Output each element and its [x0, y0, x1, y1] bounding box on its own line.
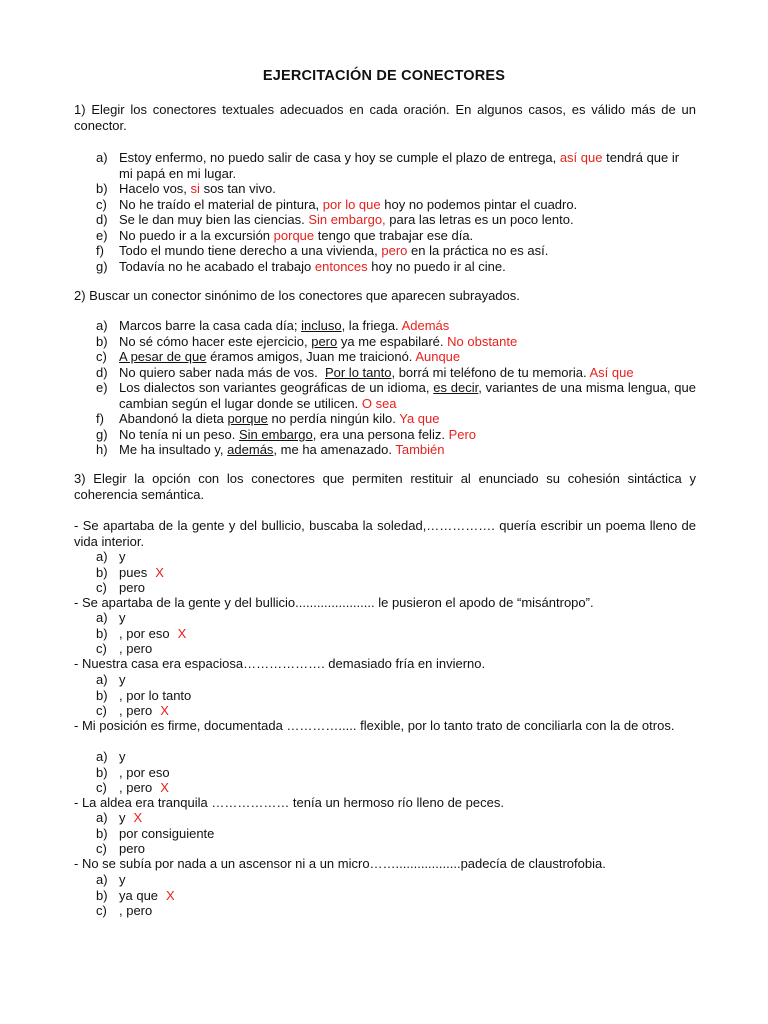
- item-text: Me ha insultado y,: [119, 442, 224, 457]
- option-label: a): [96, 810, 108, 825]
- item-text: Se le dan muy bien las ciencias.: [119, 212, 305, 227]
- option-label: b): [96, 825, 108, 841]
- q6-statement: - No se subía por nada a un ascensor ni a un micro……..................padecía de claustrofobia.: [74, 856, 606, 871]
- s2-item-f: [96, 411, 696, 427]
- item-text: Estoy enfermo, no puedo salir de casa y hoy se cumple el plazo de entrega,: [119, 150, 557, 165]
- item-text: No quiero saber nada más de vos.: [119, 364, 318, 380]
- q2-statement: - Se apartaba de la gente y del bullicio...................... le pusieron el apodo de “misántropo”.: [74, 595, 594, 610]
- s1-item-b: [96, 181, 696, 197]
- q1-option-a: [96, 549, 696, 565]
- option-text: por consiguiente: [119, 825, 215, 841]
- option-text: , pero: [119, 641, 153, 656]
- q1-options: [96, 549, 696, 596]
- q4-option-a: [96, 749, 696, 765]
- q1-statement: - Se apartaba de la gente y del bullicio, buscaba la soledad,……………. quería escribir un poema lleno de vida interior.: [74, 518, 696, 549]
- q1-option-b: [96, 565, 696, 581]
- option-text: y: [119, 672, 126, 687]
- q5-options: [96, 810, 696, 857]
- item-text: hoy no podemos pintar el cuadro.: [384, 196, 578, 212]
- option-label: b): [96, 887, 108, 903]
- s2-item-a: [96, 318, 696, 334]
- option-text: , pero: [119, 780, 153, 795]
- option-label: c): [96, 780, 107, 795]
- item-label: d): [96, 364, 108, 380]
- cross-mark-icon: X: [177, 625, 187, 641]
- item-label: g): [96, 426, 108, 442]
- answer-connector: O sea: [361, 395, 397, 411]
- item-label: c): [96, 349, 107, 364]
- section2-list: [96, 318, 696, 458]
- option-label: a): [96, 610, 108, 625]
- s1-item-a: [96, 150, 696, 181]
- item-text: no perdía ningún kilo.: [271, 411, 396, 426]
- item-text: Hacelo vos,: [119, 181, 187, 196]
- cross-mark-icon: X: [166, 887, 175, 903]
- option-label: a): [96, 549, 108, 564]
- option-text: , pero: [119, 703, 153, 718]
- option-text: pues: [119, 564, 148, 580]
- item-label: b): [96, 181, 108, 196]
- cross-mark-icon: X: [160, 780, 169, 795]
- q2-option-b: [96, 626, 696, 642]
- option-label: c): [96, 703, 107, 718]
- answer-connector: Pero: [448, 426, 477, 442]
- item-label: b): [96, 333, 108, 349]
- answer-connector: Aunque: [415, 349, 461, 364]
- s2-item-g: [96, 427, 696, 443]
- q4-option-b: [96, 765, 696, 781]
- option-text: , por eso: [119, 625, 170, 641]
- underlined-connector: es decir: [433, 380, 479, 395]
- item-label: h): [96, 442, 108, 457]
- option-label: b): [96, 625, 108, 641]
- answer-connector: si: [190, 181, 200, 196]
- underlined-connector: A pesar de que: [119, 349, 207, 364]
- item-text: hoy no puedo ir al cine.: [371, 258, 506, 274]
- section1-list: [96, 150, 696, 274]
- answer-connector: Además: [401, 318, 450, 333]
- item-text: , borrá mi teléfono de tu memoria.: [391, 364, 587, 380]
- item-text: , variantes de una misma lengua, que cambian según el lugar donde se utilicen.: [119, 380, 696, 411]
- item-label: f): [96, 243, 104, 258]
- answer-connector: No obstante: [447, 333, 518, 349]
- answer-connector: Ya que: [399, 411, 440, 426]
- item-text: tengo que trabajar ese día.: [317, 227, 474, 243]
- q3-option-a: [96, 672, 696, 688]
- option-text: , pero: [119, 903, 153, 918]
- s2-item-h: [96, 442, 696, 458]
- item-text: Los dialectos son variantes geográficas de un idioma,: [119, 380, 430, 395]
- answer-connector: pero: [381, 243, 408, 258]
- option-text: , por lo tanto: [119, 687, 192, 703]
- s1-item-f: [96, 243, 696, 259]
- document-title: EJERCITACIÓN DE CONECTORES: [262, 68, 506, 84]
- item-text: en la práctica no es así.: [411, 243, 549, 258]
- item-text: tendrá que ir mi papá en mi lugar.: [119, 150, 680, 181]
- item-text: , era una persona feliz.: [312, 426, 445, 442]
- q3-options: [96, 672, 696, 719]
- q6-option-a: [96, 872, 696, 888]
- q2-option-a: [96, 610, 696, 626]
- option-label: b): [96, 764, 108, 780]
- item-label: g): [96, 258, 108, 274]
- option-text: pero: [119, 841, 146, 856]
- q5-option-b: [96, 826, 696, 842]
- item-label: c): [96, 196, 107, 212]
- item-text: Abandonó la dieta: [119, 411, 224, 426]
- answer-connector: entonces: [314, 258, 368, 274]
- cross-mark-icon: X: [133, 810, 143, 825]
- item-text: No sé cómo hacer este ejercicio,: [119, 333, 308, 349]
- section1-instruction: 1) Elegir los conectores textuales adecuados en cada oración. En algunos casos, es válido más de un conector.: [74, 102, 696, 133]
- answer-connector: También: [395, 442, 445, 457]
- q5-option-a: [96, 810, 696, 826]
- option-text: y: [119, 872, 126, 887]
- item-label: e): [96, 227, 108, 243]
- s1-item-g: [96, 259, 696, 275]
- item-text: No puedo ir a la excursión: [119, 227, 271, 243]
- item-text: Todo el mundo tiene derecho a una vivienda,: [119, 243, 378, 258]
- option-label: b): [96, 687, 108, 703]
- option-text: y: [119, 749, 126, 764]
- item-text: éramos amigos, Juan me traicionó.: [210, 349, 413, 364]
- item-text: Marcos barre la casa cada día;: [119, 318, 298, 333]
- q3-statement: - Nuestra casa era espaciosa………………. demasiado fría en invierno.: [74, 656, 486, 671]
- item-text: Todavía no he acabado el trabajo: [119, 258, 312, 274]
- item-label: e): [96, 380, 108, 395]
- q5-option-c: [96, 841, 696, 857]
- item-text: No he traído el material de pintura,: [119, 196, 320, 212]
- cross-mark-icon: X: [155, 564, 164, 580]
- option-label: c): [96, 580, 107, 595]
- option-text: y: [119, 549, 126, 564]
- item-text: para las letras es un poco lento.: [389, 212, 574, 227]
- option-text: pero: [119, 580, 146, 595]
- option-text: y: [119, 610, 126, 625]
- section2-instruction: 2) Buscar un conector sinónimo de los conectores que aparecen subrayados.: [74, 288, 520, 303]
- q6-option-c: [96, 903, 696, 919]
- q4-options: [96, 749, 696, 796]
- underlined-connector: porque: [227, 411, 268, 426]
- option-label: c): [96, 903, 107, 918]
- q6-options: [96, 872, 696, 919]
- item-label: a): [96, 150, 108, 165]
- option-label: c): [96, 641, 107, 656]
- item-text: sos tan vivo.: [203, 181, 276, 196]
- q3-option-c: [96, 703, 696, 719]
- s2-item-b: [96, 334, 696, 350]
- item-label: d): [96, 212, 108, 227]
- option-text: ya que: [119, 887, 159, 903]
- s2-item-d: [96, 365, 696, 381]
- item-text: , me ha amenazado.: [273, 442, 392, 457]
- answer-connector: Así que: [589, 364, 634, 380]
- answer-connector: Sin embargo,: [308, 212, 386, 227]
- s1-item-e: [96, 228, 696, 244]
- answer-connector: porque: [273, 227, 315, 243]
- item-text: , la friega.: [341, 318, 399, 333]
- underlined-connector: incluso: [301, 318, 342, 333]
- option-label: a): [96, 749, 108, 764]
- item-text: No tenía ni un peso.: [119, 426, 236, 442]
- q4-statement: - Mi posición es firme, documentada …………..... flexible, por lo tanto trato de conciliarla con la de otros.: [74, 718, 675, 733]
- underlined-connector: además: [227, 442, 274, 457]
- option-text: y: [119, 810, 126, 825]
- q2-option-c: [96, 641, 696, 657]
- answer-connector: por lo que: [322, 196, 381, 212]
- item-label: a): [96, 318, 108, 333]
- s2-item-e: [96, 380, 696, 411]
- option-label: a): [96, 872, 108, 887]
- underlined-connector: Sin embargo: [238, 426, 313, 442]
- option-label: a): [96, 672, 108, 687]
- s1-item-c: [96, 197, 696, 213]
- option-label: b): [96, 564, 108, 580]
- q6-option-b: [96, 888, 696, 904]
- answer-connector: así que: [559, 150, 603, 165]
- underlined-connector: Por lo tanto: [324, 364, 392, 380]
- q1-option-c: [96, 580, 696, 596]
- q5-statement: - La aldea era tranquila ……………… tenía un hermoso río lleno de peces.: [74, 795, 504, 810]
- underlined-connector: pero: [311, 333, 338, 349]
- cross-mark-icon: X: [160, 703, 169, 718]
- item-label: f): [96, 411, 104, 426]
- option-label: c): [96, 841, 107, 856]
- q2-options: [96, 610, 696, 657]
- s1-item-d: [96, 212, 696, 228]
- option-text: , por eso: [119, 764, 170, 780]
- q3-option-b: [96, 688, 696, 704]
- section3-instruction: 3) Elegir la opción con los conectores que permiten restituir al enunciado su cohesión sintáctica y coherencia semántica.: [74, 471, 696, 502]
- q4-option-c: [96, 780, 696, 796]
- item-text: ya me espabilaré.: [340, 333, 444, 349]
- s2-item-c: [96, 349, 696, 365]
